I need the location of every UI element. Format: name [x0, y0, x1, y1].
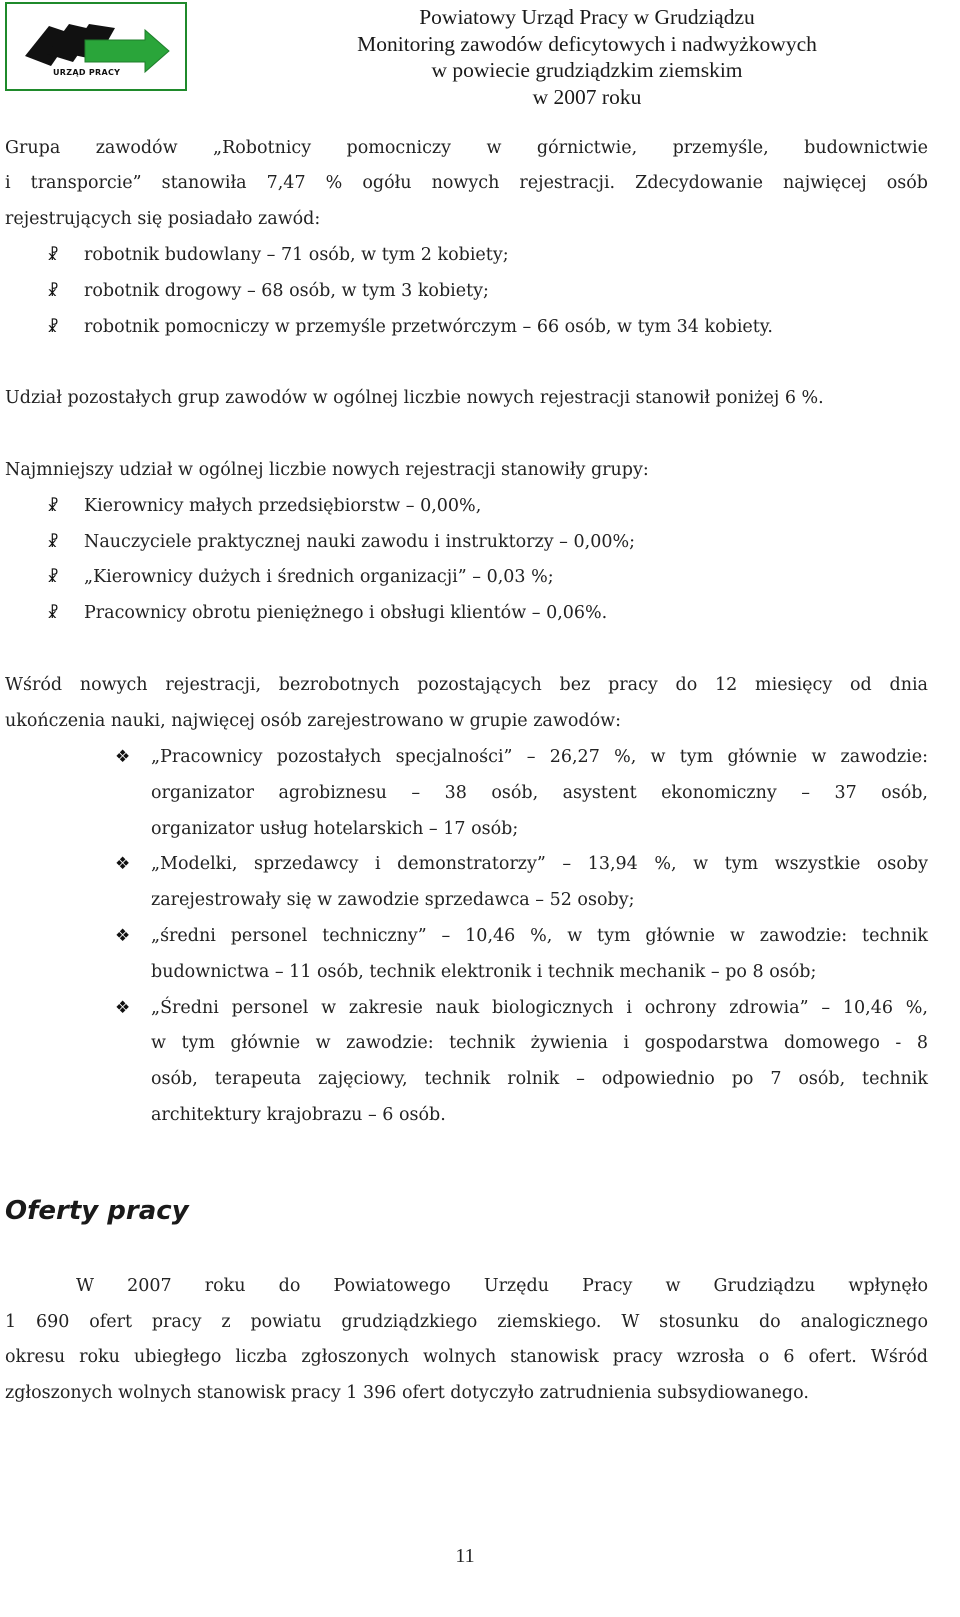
p1-bullet-1: robotnik budowlany – 71 osób, w tym 2 kobiety;	[84, 245, 509, 265]
p3-intro: Najmniejszy udział w ogólnej liczbie nowych rejestracji stanowiły grupy:	[5, 460, 649, 480]
p3-bullet-1: Kierownicy małych przedsiębiorstw – 0,00%,	[84, 496, 482, 516]
p3-bullet-2: Nauczyciele praktycznej nauki zawodu i instruktorzy – 0,00%;	[84, 532, 635, 552]
section-line-1: W 2007 roku do Powiatowego Urzędu Pracy w Grudziądzu wpłynęło	[76, 1276, 928, 1296]
urzad-pracy-logo	[5, 2, 187, 91]
p1-bullet-3: robotnik pomocniczy w przemyśle przetwórczym – 66 osób, w tym 34 kobiety.	[84, 317, 773, 337]
p4-item-4-line-3: osób, terapeuta zajęciowy, technik rolnik – odpowiednio po 7 osób, technik	[151, 1069, 928, 1089]
p3-bullet-4: Pracownicy obrotu pieniężnego i obsługi klientów – 0,06%.	[84, 603, 608, 623]
header-line-office: Powiatowy Urząd Pracy w Grudziądzu	[419, 5, 755, 29]
p4-item-2-line-2: zarejestrowały się w zawodzie sprzedawca – 52 osoby;	[151, 890, 635, 910]
p4-item-1-line-1: „Pracownicy pozostałych specjalności” – 26,27 %, w tym głównie w zawodzie:	[151, 747, 928, 767]
fleur-bullet-icon: ☧	[47, 604, 59, 622]
fleur-bullet-icon: ☧	[47, 282, 59, 300]
p3-bullet-3: „Kierownicy dużych i średnich organizacji” – 0,03 %;	[84, 567, 554, 587]
document-header	[262, 4, 912, 110]
p4-item-4-line-4: architektury krajobrazu – 6 osób.	[151, 1105, 446, 1125]
section-line-4: zgłoszonych wolnych stanowisk pracy 1 396 ofert dotyczyło zatrudnienia subsydiowanego.	[5, 1383, 809, 1403]
p4-item-3-line-2: budownictwa – 11 osób, technik elektronik i technik mechanik – po 8 osób;	[151, 962, 817, 982]
logo-text: URZĄD PRACY	[53, 68, 121, 77]
p4-line-1: Wśród nowych rejestracji, bezrobotnych pozostających bez pracy do 12 miesięcy od dnia	[5, 675, 928, 695]
p4-item-4-line-2: w tym głównie w zawodzie: technik żywienia i gospodarstwa domowego - 8	[151, 1033, 928, 1053]
fleur-bullet-icon: ☧	[47, 568, 59, 586]
p1-line-2: i transporcie” stanowiła 7,47 % ogółu nowych rejestracji. Zdecydowanie najwięcej osób	[5, 173, 928, 193]
four-diamond-bullet-icon: ❖	[115, 926, 131, 946]
four-diamond-bullet-icon: ❖	[115, 854, 131, 874]
section-line-2: 1 690 ofert pracy z powiatu grudziądzkiego ziemskiego. W stosunku do analogicznego	[5, 1312, 928, 1332]
p4-item-1-line-2: organizator agrobiznesu – 38 osób, asystent ekonomiczny – 37 osób,	[151, 783, 928, 803]
header-line-region: w powiecie grudziądzkim ziemskim	[431, 58, 743, 82]
fleur-bullet-icon: ☧	[47, 318, 59, 336]
fleur-bullet-icon: ☧	[47, 533, 59, 551]
section-heading: Oferty pracy	[5, 1196, 189, 1226]
fleur-bullet-icon: ☧	[47, 497, 59, 515]
p1-bullet-2: robotnik drogowy – 68 osób, w tym 3 kobiety;	[84, 281, 489, 301]
header-line-monitoring: Monitoring zawodów deficytowych i nadwyżkowych	[357, 31, 817, 56]
p1-line-3: rejestrujących się posiadało zawód:	[5, 209, 321, 229]
p4-line-2: ukończenia nauki, najwięcej osób zarejestrowano w grupie zawodów:	[5, 711, 621, 731]
four-diamond-bullet-icon: ❖	[115, 747, 131, 767]
p4-item-3-line-1: „średni personel techniczny” – 10,46 %, w tym głównie w zawodzie: technik	[151, 926, 928, 946]
p2-text: Udział pozostałych grup zawodów w ogólnej liczbie nowych rejestracji stanowił poniżej 6 %.	[5, 388, 824, 408]
section-line-3: okresu roku ubiegłego liczba zgłoszonych wolnych stanowisk pracy wzrosła o 6 ofert. Wśród	[5, 1347, 928, 1367]
fleur-bullet-icon: ☧	[47, 246, 59, 264]
header-line-year: w 2007 roku	[532, 84, 642, 109]
four-diamond-bullet-icon: ❖	[115, 998, 131, 1018]
p1-line-1: Grupa zawodów „Robotnicy pomocniczy w górnictwie, przemyśle, budownictwie	[5, 138, 928, 158]
p4-item-1-line-3: organizator usług hotelarskich – 17 osób;	[151, 819, 519, 839]
p4-item-2-line-1: „Modelki, sprzedawcy i demonstratorzy” – 13,94 %, w tym wszystkie osoby	[151, 854, 928, 874]
page-number: 11	[455, 1545, 475, 1567]
p4-item-4-line-1: „Średni personel w zakresie nauk biologicznych i ochrony zdrowia” – 10,46 %,	[151, 998, 928, 1018]
